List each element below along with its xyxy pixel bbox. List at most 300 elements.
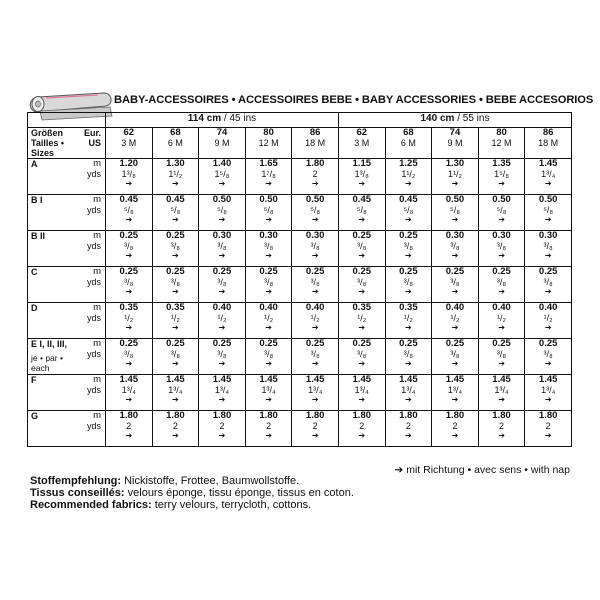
- nap-arrow-icon: ➔: [498, 323, 505, 332]
- yardage-cell: [432, 159, 479, 195]
- nap-arrow-icon: ➔: [311, 287, 319, 296]
- nap-arrow-icon: ➔: [172, 215, 179, 224]
- nap-arrow-icon: ➔: [451, 251, 459, 260]
- yards-value: ⁵/₈: [123, 205, 134, 215]
- nap-arrow-icon: ➔: [451, 215, 459, 224]
- unit-yds: yds: [86, 313, 101, 323]
- meters-value: 1.45: [538, 374, 558, 385]
- yards-value: ⁵/₈: [356, 205, 367, 215]
- nap-arrow-icon: ➔: [405, 287, 412, 296]
- unit-yds: yds: [86, 241, 101, 251]
- nap-arrow-icon: ➔: [358, 395, 366, 404]
- yardage-cell: [385, 267, 432, 303]
- unit-label: [68, 375, 106, 411]
- yardage-cell: [106, 231, 153, 267]
- nap-arrow-icon: ➔: [451, 359, 459, 368]
- nap-arrow-icon: ➔: [125, 323, 133, 332]
- nap-arrow-icon: ➔: [172, 395, 179, 404]
- yardage-cell: [152, 303, 199, 339]
- piece-name: B II: [31, 231, 46, 241]
- yards-value: 1³/₈: [354, 169, 369, 179]
- rec-text: Nickistoffe, Frottee, Baumwollstoffe.: [121, 475, 300, 487]
- meters-value: 0.25: [305, 338, 325, 349]
- piece-label: [28, 159, 68, 195]
- nap-arrow-icon: ➔: [265, 395, 272, 404]
- size-us: 12 M: [258, 138, 279, 148]
- yards-value: ³/₈: [543, 277, 553, 287]
- yardage-cell: [385, 195, 432, 231]
- nap-arrow-icon: ➔: [544, 431, 552, 440]
- yardage-cell: [525, 267, 572, 303]
- yardage-cell: [385, 375, 432, 411]
- piece-label: [28, 303, 68, 339]
- yardage-cell: [152, 231, 199, 267]
- yardage-cell: [292, 267, 339, 303]
- yardage-cell: [245, 339, 292, 375]
- yardage-cell: [292, 231, 339, 267]
- unit-yds: yds: [86, 349, 101, 359]
- meters-value: 0.25: [492, 266, 511, 277]
- piece-name: C: [31, 267, 38, 277]
- yards-value: ³/₈: [217, 277, 227, 287]
- nap-arrow-icon: ➔: [358, 359, 366, 368]
- meters-value: 1.45: [445, 374, 465, 385]
- size-eur: 86: [542, 127, 554, 138]
- meters-value: 0.25: [212, 266, 232, 277]
- yardage-cell: [338, 411, 385, 447]
- meters-value: 0.25: [166, 230, 185, 241]
- meters-value: 0.45: [399, 194, 418, 205]
- meters-value: 0.25: [399, 230, 418, 241]
- size-us: 6 M: [167, 138, 183, 148]
- size-eur: 86: [309, 127, 321, 138]
- piece-name: A: [31, 159, 38, 169]
- size-eur: 80: [496, 127, 507, 138]
- chart-title: BABY-ACCESSOIRES • ACCESSOIRES BEBE • BABY ACCESSORIES • BEBE ACCESORIOS: [114, 94, 594, 106]
- yardage-cell: [338, 375, 385, 411]
- meters-value: 1.45: [212, 374, 232, 385]
- yards-value: ⁵/₈: [217, 205, 227, 215]
- meters-value: 1.35: [492, 158, 511, 169]
- yardage-cell: [245, 267, 292, 303]
- size-column-header: [245, 128, 292, 159]
- yards-value: ³/₈: [543, 349, 553, 359]
- yards-value: ³/₈: [357, 349, 367, 359]
- piece-label: [28, 375, 68, 411]
- yardage-cell: [478, 267, 525, 303]
- sizes-label-de: Größen: [31, 128, 64, 138]
- width-header-row: [28, 113, 572, 128]
- yards-value: 2: [405, 421, 411, 431]
- meters-value: 1.65: [259, 158, 278, 169]
- unit-label: [68, 303, 106, 339]
- yardage-cell: [106, 195, 153, 231]
- yards-value: 1¹/₂: [168, 169, 183, 179]
- fabric-recommendation-de: [30, 475, 299, 487]
- nap-arrow-icon: ➔: [544, 179, 552, 188]
- nap-arrow-icon: ➔: [265, 431, 272, 440]
- meters-value: 1.80: [259, 410, 278, 421]
- yardage-cell: [152, 375, 199, 411]
- piece-name: E I, II, III,: [31, 339, 68, 349]
- nap-arrow-icon: ➔: [405, 251, 412, 260]
- meters-value: 0.25: [399, 266, 418, 277]
- unit-m: m: [93, 194, 101, 205]
- size-header-row: [28, 128, 572, 159]
- meters-value: 1.30: [166, 158, 185, 169]
- meters-value: 1.30: [445, 158, 465, 169]
- table-row: [28, 375, 572, 411]
- meters-value: 0.35: [119, 302, 139, 313]
- yardage-cell: [199, 267, 246, 303]
- unit-m: m: [93, 410, 101, 421]
- unit-label: [68, 267, 106, 303]
- rec-label: Recommended fabrics:: [30, 499, 152, 511]
- nap-arrow-icon: ➔: [544, 395, 552, 404]
- nap-arrow-icon: ➔: [451, 431, 459, 440]
- yards-value: ¹/₂: [170, 313, 180, 323]
- rec-text: terry velours, terrycloth, cottons.: [151, 499, 312, 511]
- yards-value: ³/₈: [124, 277, 134, 287]
- meters-value: 1.80: [492, 410, 511, 421]
- size-us: 18 M: [305, 138, 326, 148]
- nap-arrow-icon: ➔: [498, 251, 505, 260]
- size-eur: 68: [170, 127, 181, 138]
- unit-yds: yds: [86, 421, 101, 431]
- yards-value: 2: [499, 421, 505, 431]
- size-us: 12 M: [491, 138, 512, 148]
- unit-m: m: [93, 230, 101, 241]
- nap-arrow-icon: ➔: [311, 215, 319, 224]
- yards-value: 1¹/₂: [401, 169, 416, 179]
- yards-value: 1³/₄: [261, 385, 276, 395]
- size-us: 3 M: [354, 138, 370, 148]
- meters-value: 0.25: [352, 230, 372, 241]
- yardage-cell: [292, 159, 339, 195]
- yards-value: ³/₈: [357, 241, 367, 251]
- nap-arrow-icon: ➔: [405, 215, 412, 224]
- meters-value: 0.50: [538, 194, 558, 205]
- meters-value: 0.45: [166, 194, 185, 205]
- yardage-cell: [525, 195, 572, 231]
- meters-value: 0.25: [445, 266, 465, 277]
- yards-value: ⁵/₈: [403, 205, 414, 215]
- nap-arrow-icon: ➔: [405, 323, 412, 332]
- nap-arrow-icon: ➔: [498, 359, 505, 368]
- yardage-cell: [385, 159, 432, 195]
- table-row: [28, 339, 572, 375]
- meters-value: 0.35: [399, 302, 418, 313]
- yards-value: ¹/₂: [124, 313, 134, 323]
- yards-value: ³/₈: [170, 241, 180, 251]
- nap-arrow-icon: ➔: [405, 359, 412, 368]
- yards-value: ³/₈: [450, 241, 460, 251]
- meters-value: 0.30: [305, 230, 325, 241]
- nap-arrow-icon: ➔: [125, 431, 133, 440]
- nap-arrow-icon: ➔: [358, 215, 366, 224]
- meters-value: 0.40: [445, 302, 465, 313]
- yards-value: ³/₈: [263, 241, 274, 251]
- yardage-cell: [292, 411, 339, 447]
- unit-yds: yds: [86, 385, 101, 395]
- meters-value: 0.25: [259, 338, 278, 349]
- us-label: US: [88, 138, 101, 148]
- yards-value: ¹/₂: [403, 313, 413, 323]
- meters-value: 1.25: [399, 158, 418, 169]
- yardage-cell: [292, 339, 339, 375]
- nap-arrow-icon: ➔: [125, 395, 133, 404]
- yardage-cell: [338, 267, 385, 303]
- yards-value: 1⁷/₈: [261, 169, 276, 179]
- yardage-cell: [106, 159, 153, 195]
- meters-value: 0.25: [119, 266, 139, 277]
- meters-value: 0.25: [445, 338, 465, 349]
- yards-value: 2: [452, 421, 458, 431]
- nap-arrow-icon: ➔: [125, 359, 133, 368]
- yardage-cell: [292, 195, 339, 231]
- yardage-cell: [432, 375, 479, 411]
- yards-value: 1⁵/₈: [494, 169, 510, 179]
- meters-value: 1.20: [119, 158, 139, 169]
- nap-arrow-icon: ➔: [451, 395, 459, 404]
- nap-arrow-icon: ➔: [218, 431, 226, 440]
- nap-arrow-icon: ➔: [405, 395, 412, 404]
- meters-value: 0.30: [259, 230, 278, 241]
- yardage-cell: [292, 303, 339, 339]
- piece-name: G: [31, 411, 39, 421]
- meters-value: 0.25: [492, 338, 511, 349]
- meters-value: 1.80: [399, 410, 418, 421]
- yards-value: ³/₈: [124, 349, 134, 359]
- nap-arrow-icon: ➔: [265, 323, 272, 332]
- nap-arrow-icon: ➔: [451, 179, 459, 188]
- size-us: 6 M: [400, 138, 416, 148]
- yardage-cell: [478, 159, 525, 195]
- yards-value: ⁵/₈: [263, 205, 274, 215]
- nap-arrow-icon: ➔: [265, 215, 272, 224]
- yardage-cell: [432, 231, 479, 267]
- meters-value: 0.30: [538, 230, 558, 241]
- meters-value: 1.45: [538, 158, 558, 169]
- yards-value: ³/₈: [310, 349, 320, 359]
- yards-value: 2: [266, 421, 272, 431]
- meters-value: 1.80: [212, 410, 232, 421]
- piece-label: [28, 231, 68, 267]
- yardage-cell: [338, 195, 385, 231]
- yards-value: ³/₈: [357, 277, 367, 287]
- yardage-cell: [152, 411, 199, 447]
- meters-value: 0.40: [492, 302, 511, 313]
- yards-value: 2: [126, 421, 132, 431]
- meters-value: 0.50: [445, 194, 465, 205]
- nap-arrow-icon: ➔: [265, 251, 272, 260]
- size-column-header: [106, 128, 153, 159]
- nap-arrow-icon: ➔: [125, 179, 133, 188]
- yards-value: ³/₈: [496, 277, 507, 287]
- yards-value: ⁵/₈: [170, 205, 181, 215]
- nap-arrow-icon: ➔: [498, 395, 505, 404]
- nap-arrow-icon: ➔: [544, 323, 552, 332]
- size-system-label: [68, 128, 106, 159]
- unit-label: [68, 411, 106, 447]
- meters-value: 0.50: [212, 194, 232, 205]
- fabric-width-header: [106, 113, 339, 128]
- unit-m: m: [93, 338, 101, 349]
- yards-value: 2: [172, 421, 178, 431]
- meters-value: 0.50: [305, 194, 325, 205]
- nap-arrow-icon: ➔: [172, 431, 179, 440]
- yards-value: ³/₈: [403, 349, 413, 359]
- size-column-header: [152, 128, 199, 159]
- meters-value: 0.25: [119, 230, 139, 241]
- yardage-cell: [199, 411, 246, 447]
- yardage-cell: [338, 339, 385, 375]
- yardage-cell: [199, 303, 246, 339]
- yardage-cell: [432, 339, 479, 375]
- yardage-cell: [152, 159, 199, 195]
- nap-arrow-icon: ➔: [125, 215, 133, 224]
- meters-value: 1.80: [166, 410, 185, 421]
- meters-value: 0.35: [166, 302, 185, 313]
- piece-note: je • par • each: [31, 353, 63, 373]
- yardage-cell: [525, 303, 572, 339]
- size-column-header: [525, 128, 572, 159]
- table-row: [28, 159, 572, 195]
- meters-value: 0.25: [166, 338, 185, 349]
- yards-value: 2: [545, 421, 551, 431]
- meters-value: 1.45: [259, 374, 278, 385]
- yards-value: ³/₈: [450, 349, 460, 359]
- yards-value: 1³/₄: [121, 385, 136, 395]
- yards-value: ³/₈: [263, 277, 274, 287]
- unit-yds: yds: [86, 205, 101, 215]
- fabric-width-ins: / 45 ins: [221, 113, 257, 124]
- yards-value: ¹/₂: [543, 313, 553, 323]
- piece-name: D: [31, 303, 38, 313]
- meters-value: 0.25: [538, 338, 558, 349]
- size-eur: 80: [263, 127, 274, 138]
- yards-value: ¹/₂: [217, 313, 227, 323]
- meters-value: 0.45: [119, 194, 139, 205]
- piece-label: [28, 411, 68, 447]
- fabric-recommendation-en: [30, 499, 311, 511]
- meters-value: 1.45: [399, 374, 418, 385]
- yardage-cell: [432, 195, 479, 231]
- yardage-cell: [245, 303, 292, 339]
- meters-value: 0.40: [259, 302, 278, 313]
- nap-arrow-icon: ➔: [172, 179, 179, 188]
- yards-value: 2: [312, 169, 318, 179]
- yards-value: ³/₈: [496, 241, 507, 251]
- yards-value: ⁵/₈: [496, 205, 507, 215]
- nap-arrow-icon: ➔: [358, 323, 366, 332]
- size-column-header: [338, 128, 385, 159]
- meters-value: 1.45: [119, 374, 139, 385]
- rec-text: velours éponge, tissu éponge, tissus en coton.: [124, 487, 354, 499]
- size-eur: 74: [449, 127, 461, 138]
- size-column-header: [478, 128, 525, 159]
- yards-value: 1³/₄: [541, 169, 556, 179]
- yards-value: 1³/₄: [214, 385, 230, 395]
- meters-value: 0.25: [352, 338, 372, 349]
- fabric-width-cm: 114 cm: [187, 113, 222, 124]
- yards-value: 1³/₄: [168, 385, 183, 395]
- meters-value: 0.40: [538, 302, 558, 313]
- unit-m: m: [93, 266, 101, 277]
- yards-value: ³/₈: [217, 241, 227, 251]
- nap-arrow-icon: ➔: [311, 323, 319, 332]
- piece-label: [28, 267, 68, 303]
- nap-arrow-icon: ➔: [544, 359, 552, 368]
- nap-arrow-icon: ➔: [405, 431, 412, 440]
- yardage-cell: [245, 195, 292, 231]
- nap-arrow-icon: ➔: [125, 287, 133, 296]
- meters-value: 0.40: [212, 302, 232, 313]
- unit-yds: yds: [86, 277, 101, 287]
- yardage-cell: [292, 375, 339, 411]
- nap-arrow-icon: ➔: [498, 431, 505, 440]
- yards-value: ³/₈: [496, 349, 507, 359]
- yardage-cell: [525, 159, 572, 195]
- yards-value: ³/₈: [124, 241, 134, 251]
- yardage-cell: [106, 267, 153, 303]
- sizes-label-fr-en: Tailles • Sizes: [31, 138, 64, 158]
- yardage-cell: [245, 231, 292, 267]
- eur-label: Eur.: [83, 128, 101, 138]
- yards-value: ¹/₂: [264, 313, 274, 323]
- nap-arrow-icon: ➔: [265, 179, 272, 188]
- yardage-cell: [106, 303, 153, 339]
- nap-arrow-icon: ➔: [311, 359, 319, 368]
- piece-name: B I: [31, 195, 43, 205]
- meters-value: 1.80: [538, 410, 558, 421]
- yards-value: ¹/₂: [310, 313, 320, 323]
- rec-label: Tissus conseillés:: [30, 487, 125, 499]
- yards-value: ¹/₂: [497, 313, 507, 323]
- yardage-cell: [245, 159, 292, 195]
- yardage-cell: [199, 195, 246, 231]
- meters-value: 0.25: [259, 266, 278, 277]
- meters-value: 0.25: [352, 266, 372, 277]
- yards-value: ³/₈: [263, 349, 274, 359]
- yards-value: 2: [219, 421, 225, 431]
- nap-arrow-icon: ➔: [311, 431, 319, 440]
- yardage-cell: [152, 339, 199, 375]
- yardage-cell: [432, 303, 479, 339]
- yards-value: 2: [359, 421, 365, 431]
- piece-label: [28, 195, 68, 231]
- yards-value: 1³/₄: [541, 385, 556, 395]
- meters-value: 1.15: [352, 158, 372, 169]
- yardage-cell: [106, 339, 153, 375]
- nap-arrow-icon: ➔: [218, 179, 226, 188]
- size-us: 9 M: [214, 138, 230, 148]
- nap-arrow-icon: ➔: [265, 359, 272, 368]
- size-column-header: [292, 128, 339, 159]
- yardage-cell: [432, 411, 479, 447]
- piece-label: [28, 339, 68, 375]
- yardage-cell: [525, 231, 572, 267]
- meters-value: 1.45: [166, 374, 185, 385]
- nap-arrow-icon: ➔: [218, 287, 226, 296]
- nap-arrow-icon: ➔: [358, 251, 366, 260]
- meters-value: 0.25: [538, 266, 558, 277]
- meters-value: 0.40: [305, 302, 325, 313]
- meters-value: 1.45: [305, 374, 325, 385]
- meters-value: 0.50: [492, 194, 511, 205]
- yards-value: ³/₈: [450, 277, 460, 287]
- yards-value: ⁵/₈: [310, 205, 321, 215]
